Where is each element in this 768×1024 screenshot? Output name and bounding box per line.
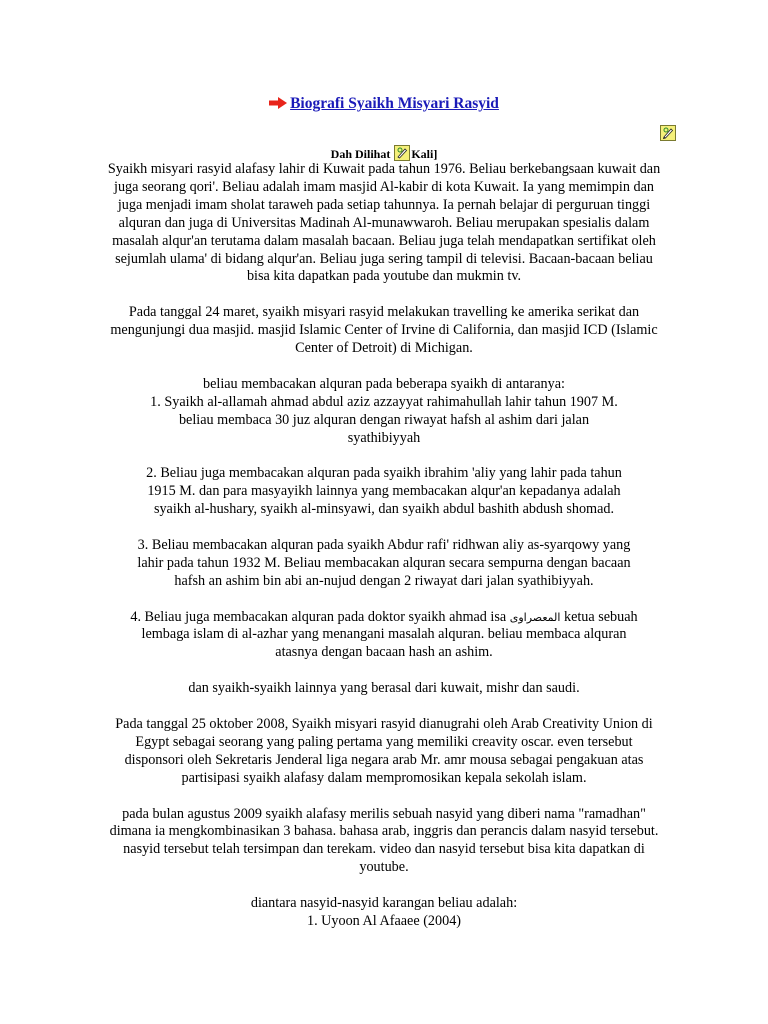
text-line: nasyid tersebut telah tersimpan dan terekam. video dan nasyid tersebut bisa kita dapatkan di [123, 841, 645, 858]
text-line [78, 609, 690, 627]
article-title-link[interactable]: Biografi Syaikh Misyari Rasyid [290, 95, 499, 112]
paragraph-others [78, 680, 690, 698]
view-count-prefix: Dah Dilihat [330, 147, 391, 161]
paragraph-nasyid-list [78, 895, 690, 931]
text-line: Egypt sebagai seorang yang paling pertama yang memiliki creavity oscar. even tersebut [135, 733, 633, 750]
text-line: Syaikh misyari rasyid alafasy lahir di Kuwait pada tahun 1976. Beliau berkebangsaan kuwait dan [107, 161, 661, 177]
paragraph-award [78, 716, 690, 788]
text-line: disponsori oleh Sekretaris Jenderal liga negara arab Mr. amr mousa sebagai pengakuan atas [124, 751, 644, 768]
paragraph-intro [78, 161, 690, 286]
arrow-right-icon [269, 97, 287, 109]
paragraph-travel [78, 304, 690, 358]
text-line: dimana ia mengkombinasikan 3 bahasa. bahasa arab, inggris dan perancis dalam nasyid tersebut. [109, 823, 659, 840]
view-count-suffix: Kali] [411, 147, 438, 161]
text-line: beliau membaca 30 juz alquran dengan riwayat hafsh al ashim dari jalan [178, 411, 590, 428]
text-line: dan syaikh-syaikh lainnya yang berasal dari kuwait, mishr dan saudi. [188, 680, 580, 697]
text-line: youtube. [359, 859, 409, 876]
text-line: 2. Beliau juga membacakan alquran pada syaikh ibrahim 'aliy yang lahir pada tahun [146, 465, 622, 482]
text-line: atasnya dengan bacaan hash an ashim. [275, 644, 493, 661]
text-line: 1. Syaikh al-allamah ahmad abdul aziz azzayyat rahimahullah lahir tahun 1907 M. [150, 393, 618, 410]
paragraph-teacher-1 [78, 376, 690, 448]
text-line: Pada tanggal 24 maret, syaikh misyari rasyid melakukan travelling ke amerika serikat dan [128, 304, 640, 321]
list-item: 1. Uyoon Al Afaaee (2004) [306, 912, 462, 929]
text-line: syaikh al-hushary, syaikh al-minsyawi, dan syaikh abdul bashith abdush shomad. [153, 501, 615, 518]
text-line: Pada tanggal 25 oktober 2008, Syaikh misyari rasyid dianugrahi oleh Arab Creativity Union di [115, 715, 653, 732]
arabic-name: المعصراوى [509, 610, 561, 624]
text-line: juga menjadi imam sholat taraweh pada setiap tahunnya. Ia pernah belajar di perguruan tinggi [117, 196, 651, 213]
text-line: partisipasi syaikh alafasy dalam mempromosikan kepala sekolah islam. [181, 769, 587, 786]
text-line: lahir pada tahun 1932 M. Beliau membacakan alquran secara sempurna dengan bacaan [137, 554, 631, 571]
text-line: diantara nasyid-nasyid karangan beliau adalah: [250, 895, 518, 912]
text-line: sejumlah ulama' di bidang alqur'an. Beliau juga sering tampil di televisi. Bacaan-bacaan beliau [115, 250, 653, 267]
text-line: mengunjungi dua masjid. masjid Islamic Center of Irvine di California, dan masjid ICD (Islamic [110, 322, 658, 339]
paragraph-teacher-2 [78, 465, 690, 519]
article-title-row [0, 94, 768, 114]
text-line: beliau membacakan alquran pada beberapa syaikh di antaranya: [202, 375, 565, 392]
text-line: 3. Beliau membacakan alquran pada syaikh Abdur rafi' ridhwan aliy as-syarqowy yang [137, 536, 631, 553]
text-line: juga seorang qori'. Beliau adalah imam masjid Al-kabir di kota Kuwait. Ia yang memimpin dan [114, 178, 654, 195]
paragraph-teacher-3 [78, 537, 690, 591]
article-body [78, 161, 690, 931]
view-count-row [0, 145, 768, 162]
paragraph-nasyid [78, 806, 690, 878]
text-line: bisa kita dapatkan pada youtube dan mukmin tv. [246, 268, 522, 285]
edit-inline-icon[interactable] [394, 145, 410, 161]
text-segment: ketua sebuah [560, 608, 638, 625]
text-line: hafsh an ashim bin abi an-nujud dengan 2 riwayat dari jalan syathibiyyah. [174, 572, 594, 589]
text-line: 1915 M. dan para masyayikh lainnya yang membacakan alqur'an kepadanya adalah [147, 483, 621, 500]
text-line: Center of Detroit) di Michigan. [295, 340, 473, 357]
text-line: lembaga islam di al-azhar yang menangani masalah alquran. beliau membaca alquran [141, 626, 627, 643]
text-line: alquran dan juga di Universitas Madinah Al-munawwaroh. Beliau merupakan spesialis dalam [118, 214, 650, 231]
text-line: masalah alqur'an terutama dalam masalah bacaan. Beliau juga telah mendapatkan sertifikat oleh [112, 232, 656, 249]
edit-icon[interactable] [660, 125, 676, 141]
paragraph-teacher-4 [78, 609, 690, 663]
text-segment: 4. Beliau juga membacakan alquran pada doktor syaikh ahmad isa [130, 608, 510, 625]
text-line: pada bulan agustus 2009 syaikh alafasy merilis sebuah nasyid yang diberi nama "ramadhan" [122, 805, 646, 822]
text-line: syathibiyyah [347, 429, 421, 446]
